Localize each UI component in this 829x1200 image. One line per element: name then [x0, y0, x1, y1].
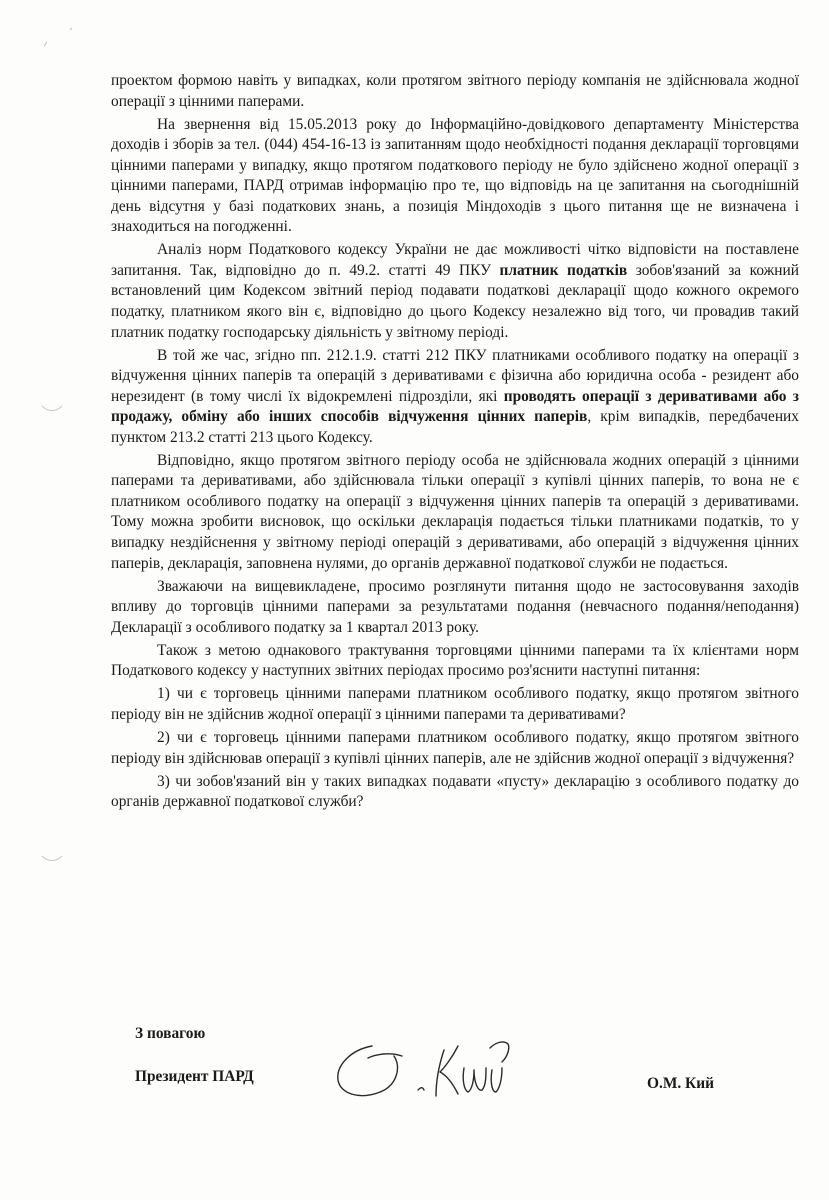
letter-body	[111, 71, 799, 815]
paragraph-request: Зважаючи на вищевикладене, просимо розглянути питання щодо не застосовування заходів впливу до торговців цінними паперами за результатами подання (невчасного подання/неподання) Декларації з особливого податку за 1 квартал 2013 року.	[111, 577, 799, 636]
paragraph-questions-intro: Також з метою однакового трактування торговцями цінними паперами та їх клієнтами норм Податкового кодексу у наступних звітних періодах просимо роз'яснити наступні питання:	[111, 641, 799, 680]
signer-position: Президент ПАРД	[135, 1068, 254, 1085]
paragraph-inquiry: На звернення від 15.05.2013 року до Інформаційно-довідкового департаменту Міністерства доходів і зборів за тел. (044) 454-16-13 із запитанням щодо необхідності подання декларації торговцями цінними паперами у випадку, якщо протягом податкового періоду не було здійснено жодної операції з цінними паперами, ПАРД отримав інформацію про те, що відповідь на це запитання на сьогоднішній день відсутня у базі податкових знань, а позиція Міндоходів з цього питання ще не визначена і знаходиться на погодженні.	[111, 115, 799, 236]
emphasis-operations: проводять операції з деривативами або з продажу, обміну або інших способів відчуження цінних паперів	[111, 387, 799, 426]
closing-regards: З повагою	[135, 1025, 206, 1042]
scan-mark-left-lower	[38, 850, 68, 870]
paragraph-analysis: Аналіз норм Податкового кодексу України не дає можливості чітко відповісти на поставлене запитання. Так, відповідно до п. 49.2. статті 49 ПКУ платник податків зобов'язаний за кожний встановлений цим Кодексом звітний період подавати податкові декларації щодо кожного окремого податку, платником якого він є, відповідно до цього Кодексу незалежно від того, чи провадив такий платник податку господарську діяльність у звітному періоді.	[111, 241, 799, 341]
signer-name: О.М. Кий	[647, 1075, 714, 1092]
question-1: 1) чи є торговець цінними паперами платником особливого податку, якщо протягом звітного періоду він не здійснив жодної операції з цінними паперами та деривативами?	[111, 685, 799, 723]
scan-mark-top	[30, 22, 80, 52]
paragraph-continuation: проектом формою навіть у випадках, коли протягом звітного періоду компанія не здійснювала жодної операції з цінними паперами.	[111, 72, 799, 110]
handwritten-signature	[332, 1028, 532, 1108]
question-3: 3) чи зобов'язаний він у таких випадках подавати «пусту» декларацію з особливого податку до органів державної податкової служби?	[111, 772, 799, 811]
paragraph-special-tax: В той же час, згідно пп. 212.1.9. статті 212 ПКУ платниками особливого податку на операції з відчуження цінних паперів та операцій з деривативами є фізична або юридична особа - резидент або нерезидент (в тому числі їх відокремлені підрозділи, які проводять операції з деривативами або з продажу, обміну або інших способів відчуження цінних паперів, крім випадків, передбачених пунктом 213.2 статті 213 цього Кодексу.	[111, 346, 799, 446]
scan-mark-left	[38, 400, 68, 420]
emphasis-taxpayer: платник податків	[499, 261, 628, 279]
paragraph-conclusion: Відповідно, якщо протягом звітного періоду особа не здійснювала жодних операцій з цінними паперами та деривативами, або здійснювала тільки операції з купівлі цінних паперів, то вона не є платником особливого податку на операції з відчуження цінних паперів та операцій з деривативами. Тому можна зробити висновок, що оскільки декларація подається тільки платниками податків, то у випадку нездійснення у звітному періоді операцій з деривативами, або операцій з відчуження цінних паперів, декларація, заповнена нулями, до органів державної податкової служби не подається.	[111, 451, 799, 572]
question-2: 2) чи є торговець цінними паперами платником особливого податку, якщо протягом звітного періоду він здійснював операції з купівлі цінних паперів, але не здійснив жодної операції з відчуження?	[111, 728, 799, 767]
